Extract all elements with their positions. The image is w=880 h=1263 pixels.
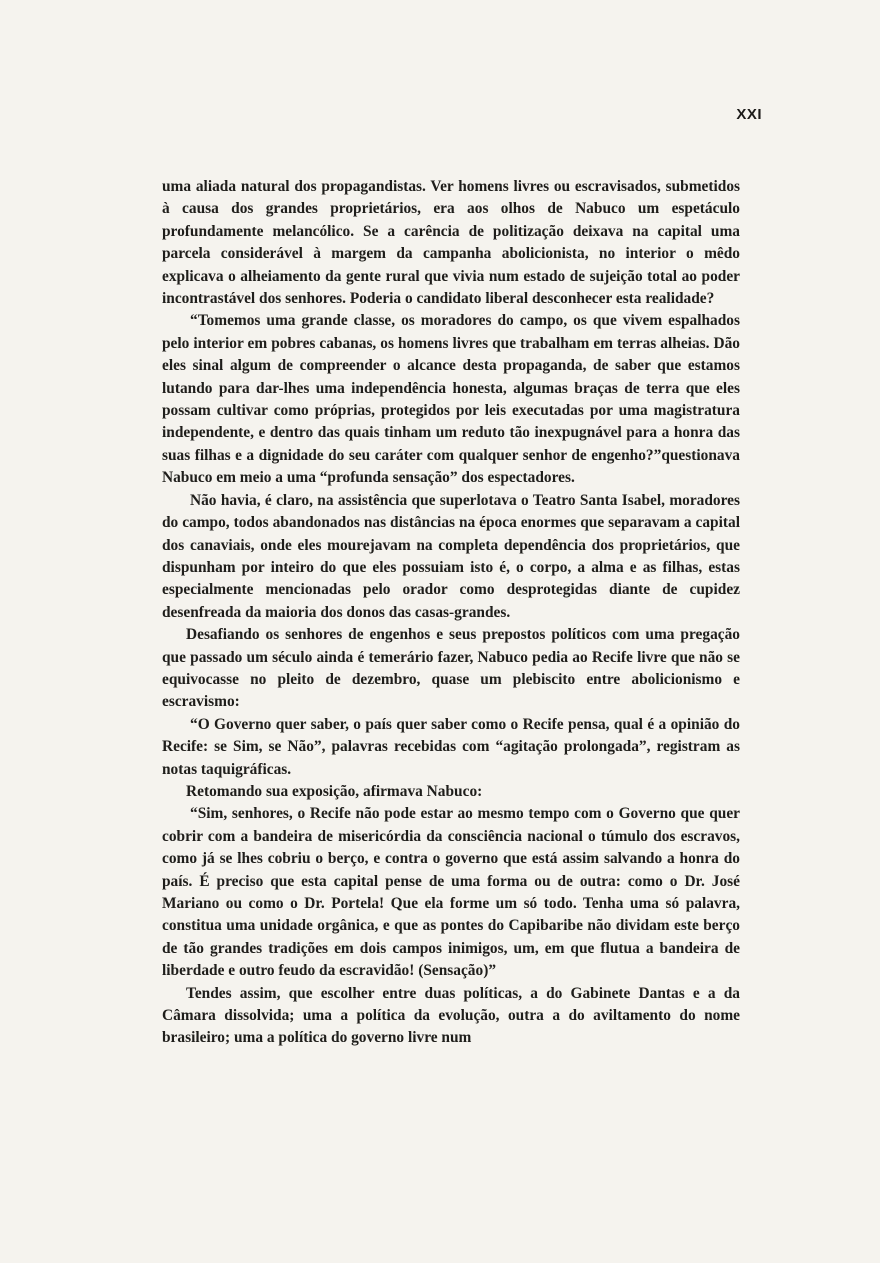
- paragraph-1: uma aliada natural dos propagandistas. Ver homens livres ou escravisados, submetidos à causa dos grandes proprietários, era aos olhos de Nabuco um espetáculo profundamente melancólico. Se a carência de politização deixava na capital uma parcela considerável à margem da campanha abolicionista, no interior o mêdo explicava o alheiamento da gente rural que vivia num estado de sujeição total ao poder incontrastável dos senhores. Poderia o candidato liberal desconhecer esta realidade?: [162, 178, 740, 308]
- paragraph-8: Tendes assim, que escolher entre duas políticas, a do Gabinete Dantas e a da Câmara dissolvida; uma a política da evolução, outra a do aviltamento do nome brasileiro; uma a política do governo livre num: [162, 984, 740, 1047]
- paragraph-6: Retomando sua exposição, afirmava Nabuco:: [186, 782, 483, 800]
- paragraph-7: “Sim, senhores, o Recife não pode estar ao mesmo tempo com o Governo que quer cobrir com a bandeira de misericórdia da consciência nacional o túmulo dos escravos, como já se lhes cobriu o berço, e contra o governo que está assim salvando a honra do país. É preciso que esta capital pense de uma forma ou de outra: como o Dr. José Mariano ou como o Dr. Portela! Que ela forme um só todo. Tenha uma só palavra, constitua uma unidade orgânica, e que as pontes do Capibaribe não dividam este berço de tão grandes tradições em dois campos inimigos, um, em que flutua a bandeira de liberdade e outro feudo da escravidão! (Sensação)”: [162, 805, 740, 980]
- paragraph-2: “Tomemos uma grande classe, os moradores do campo, os que vivem espalhados pelo interior em pobres cabanas, os homens livres que trabalham em terras alheias. Dão eles sinal algum de compreender o alcance desta propaganda, de saber que estamos lutando para dar-lhes uma independência honesta, algumas braças de terra que eles possam cultivar como próprias, protegidos por leis executadas por uma magistratura independente, e dentro das quais tinham um reduto tão inexpugnável para a honra das suas filhas e a dignidade do seu caráter com qualquer senhor de engenho?”questionava Nabuco em meio a uma “profunda sensação” dos espectadores.: [162, 312, 740, 487]
- body-text: [162, 176, 740, 1050]
- paragraph-5: “O Governo quer saber, o país quer saber como o Recife pensa, qual é a opinião do Recife: se Sim, se Não”, palavras recebidas com “agitação prolongada”, registram as notas taquigráficas.: [162, 715, 740, 778]
- page-number: XXI: [736, 106, 762, 123]
- paragraph-4: Desafiando os senhores de engenhos e seus prepostos políticos com uma pregação que passado um século ainda é temerário fazer, Nabuco pedia ao Recife livre que não se equivocasse no pleito de dezembro, quase um plebiscito entre abolicionismo e escravismo:: [162, 626, 740, 711]
- paragraph-3: Não havia, é claro, na assistência que superlotava o Teatro Santa Isabel, moradores do campo, todos abandonados nas distâncias na época enormes que separavam a capital dos canaviais, onde eles mourejavam na completa dependência dos proprietários, que dispunham por inteiro do que eles possuiam isto é, o corpo, a alma e as filhas, estas especialmente mencionadas pelo orador como desprotegidas diante de cupidez desenfreada da maioria dos donos das casas-grandes.: [162, 491, 740, 621]
